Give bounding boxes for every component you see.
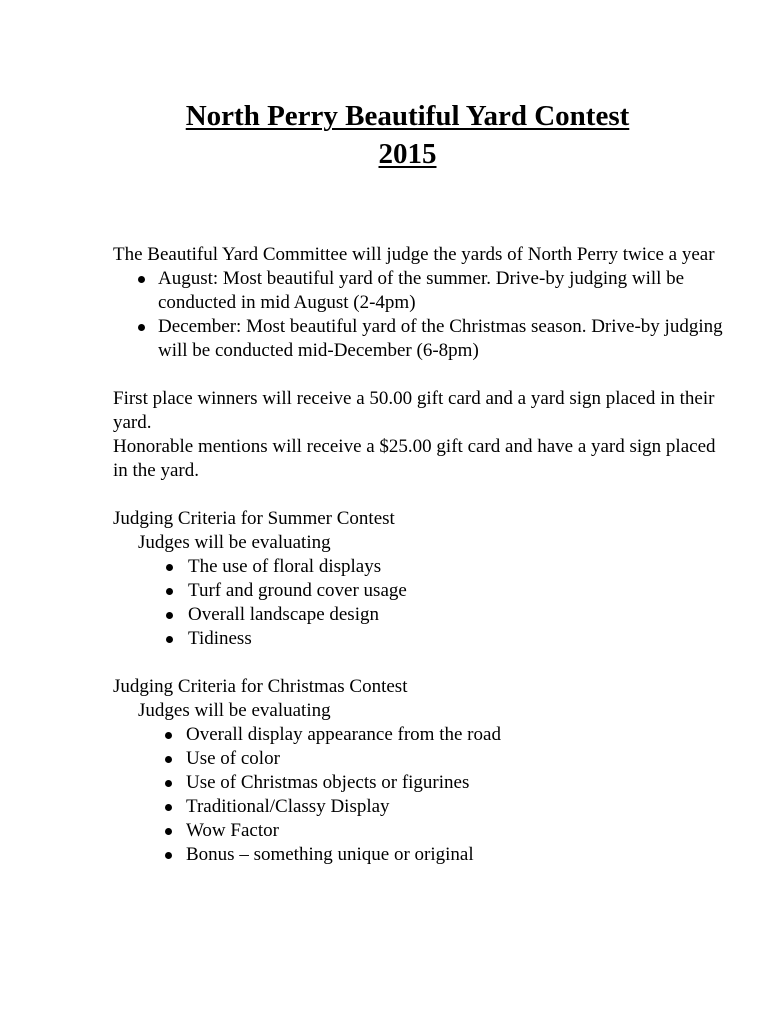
christmas-criteria-item: Use of color — [138, 747, 733, 771]
summer-criteria-item: The use of floral displays — [138, 555, 733, 579]
summer-criteria-section — [113, 531, 733, 651]
document-title — [0, 97, 770, 173]
summer-criteria-heading: Judging Criteria for Summer Contest — [113, 508, 395, 529]
christmas-criteria-list — [138, 723, 733, 867]
document-body — [113, 243, 733, 867]
christmas-criteria-item: Traditional/Classy Display — [138, 795, 733, 819]
christmas-criteria-item: Wow Factor — [138, 819, 733, 843]
first-place-prize: First place winners will receive a 50.00 gift card and a yard sign placed in their yard. — [113, 388, 715, 433]
christmas-criteria-item: Use of Christmas objects or figurines — [138, 771, 733, 795]
title-line-2: 2015 — [378, 138, 437, 170]
summer-criteria-subheading: Judges will be evaluating — [138, 532, 331, 553]
christmas-criteria-subheading: Judges will be evaluating — [138, 700, 331, 721]
christmas-criteria-section — [113, 699, 733, 867]
schedule-item-december: December: Most beautiful yard of the Christmas season. Drive-by judging will be conducted mid-December (6-8pm) — [113, 315, 733, 363]
contest-schedule-list — [113, 267, 733, 363]
summer-criteria-item: Tidiness — [138, 627, 733, 651]
christmas-criteria-item: Overall display appearance from the road — [138, 723, 733, 747]
intro-paragraph: The Beautiful Yard Committee will judge the yards of North Perry twice a year — [113, 244, 715, 265]
spacer — [113, 363, 733, 387]
summer-criteria-item: Turf and ground cover usage — [138, 579, 733, 603]
christmas-criteria-heading: Judging Criteria for Christmas Contest — [113, 676, 408, 697]
summer-criteria-item: Overall landscape design — [138, 603, 733, 627]
spacer — [113, 483, 733, 507]
spacer — [113, 651, 733, 675]
title-line-1: North Perry Beautiful Yard Contest — [185, 100, 630, 132]
honorable-mention-prize: Honorable mentions will receive a $25.00 gift card and have a yard sign placed in the yard. — [113, 436, 716, 481]
schedule-item-august: August: Most beautiful yard of the summer. Drive-by judging will be conducted in mid August (2-4pm) — [113, 267, 733, 315]
christmas-criteria-item: Bonus – something unique or original — [138, 843, 733, 867]
summer-criteria-list — [138, 555, 733, 651]
